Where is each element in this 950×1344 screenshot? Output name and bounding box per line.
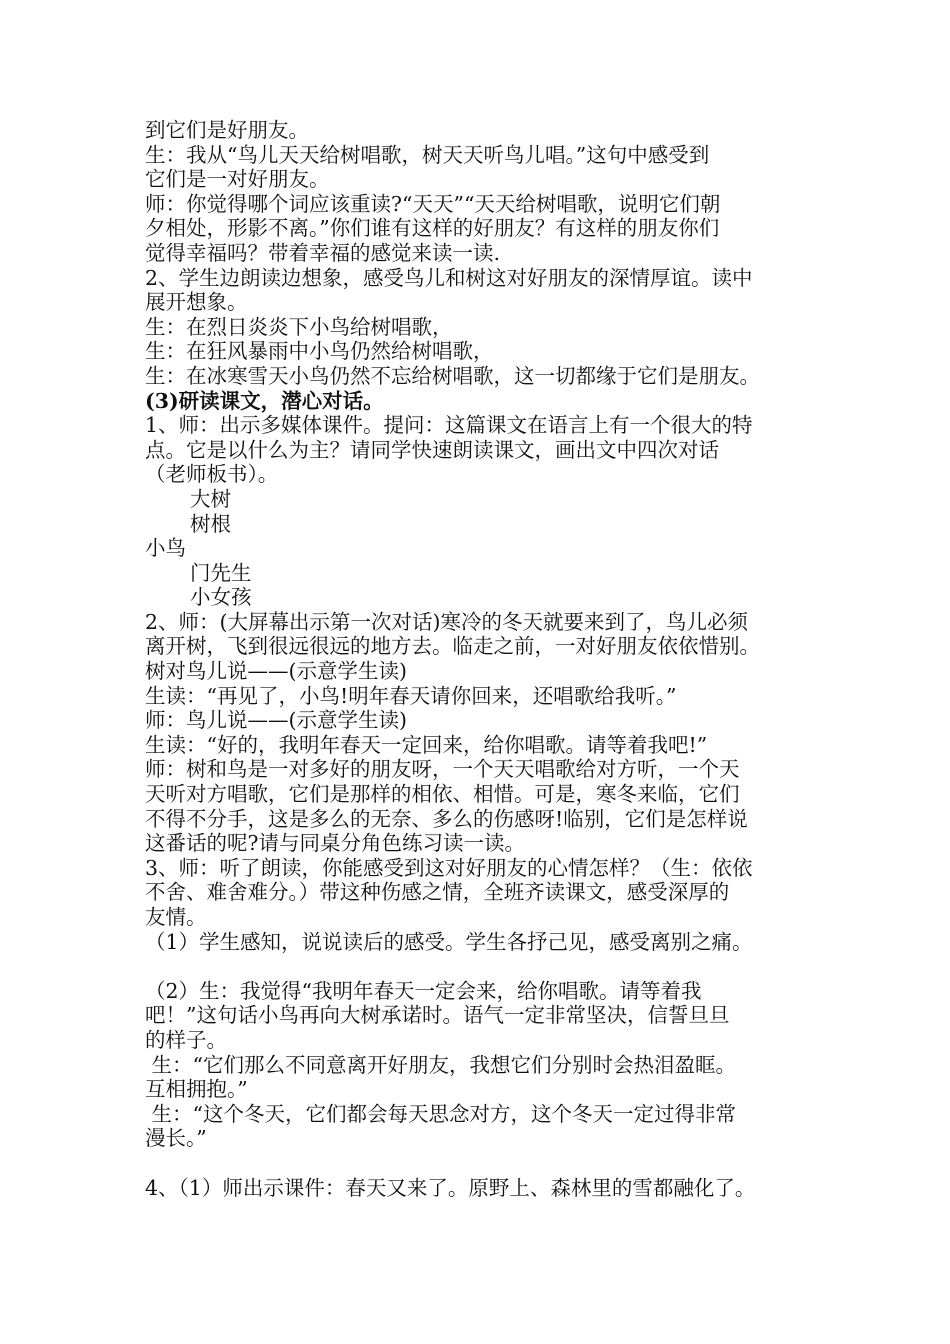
text-line: 展开想象。 xyxy=(145,290,248,315)
blank-line xyxy=(145,954,835,979)
board-item: 小女孩 xyxy=(190,585,252,610)
text-line: 2、学生边朗读边想象，感受鸟儿和树这对好朋友的深情厚谊。读中 xyxy=(145,265,753,290)
text-line: 漫长。” xyxy=(145,1126,207,1151)
text-line: 树对鸟儿说——(示意学生读) xyxy=(145,659,407,684)
text-line: 师：鸟儿说——(示意学生读) xyxy=(145,708,407,733)
text-line: 生：我从“鸟儿天天给树唱歌，树天天听鸟儿唱。”这句中感受到 xyxy=(145,142,710,167)
text-line: 1、师：出示多媒体课件。提问：这篇课文在语言上有一个很大的特 xyxy=(145,413,753,438)
board-item: 门先生 xyxy=(190,560,252,585)
text-line: 这番话的呢?请与同桌分角色练习读一读。 xyxy=(145,831,525,856)
text-line: 觉得幸福吗？带着幸福的感觉来读一读. xyxy=(145,240,501,265)
text-line: 生：在烈日炎炎下小鸟给树唱歌， xyxy=(145,314,453,339)
text-line: 不得不分手，这是多么的无奈、多么的伤感呀!临别，它们是怎样说 xyxy=(145,806,748,831)
text-line: 生读：“再见了，小鸟!明年春天请你回来，还唱歌给我听。” xyxy=(145,683,677,708)
text-line: （2）生：我觉得“我明年春天一定会来，给你唱歌。请等着我 xyxy=(145,978,702,1003)
board-item: 大树 xyxy=(190,486,231,511)
text-line: 天听对方唱歌，它们是那样的相依、相惜。可是，寒冬来临，它们 xyxy=(145,782,740,807)
text-line: 生：在狂风暴雨中小鸟仍然给树唱歌， xyxy=(145,339,494,364)
board-item: 树根 xyxy=(190,511,231,536)
text-line: 生：“这个冬天，它们都会每天思念对方，这个冬天一定过得非常 xyxy=(145,1101,736,1126)
text-line: 夕相处，形影不离。”你们谁有这样的好朋友？有这样的朋友你们 xyxy=(145,216,720,241)
board-item: 小鸟 xyxy=(145,536,186,561)
text-line: 4、（1）师出示课件：春天又来了。原野上、森林里的雪都融化了。 xyxy=(145,1175,756,1200)
text-line: 到它们是好朋友。 xyxy=(145,118,309,142)
section-heading: (3)研读课文，潜心对话。 xyxy=(145,388,384,413)
text-line: 它们是一对好朋友。 xyxy=(145,167,330,192)
text-line: 友情。 xyxy=(145,905,207,929)
text-line: 3、师：听了朗读，你能感受到这对好朋友的心情怎样？（生：依依 xyxy=(145,855,753,880)
text-line: 生：“它们那么不同意离开好朋友，我想它们分别时会热泪盈眶。 xyxy=(145,1052,736,1077)
text-line: 吧！”这句话小鸟再向大树承诺时。语气一定非常坚决，信誓旦旦 xyxy=(145,1003,730,1028)
text-line: （1）学生感知，说说读后的感受。学生各抒己见，感受离别之痛。 xyxy=(145,929,753,954)
text-line: 的样子。 xyxy=(145,1027,227,1052)
text-line: 师：树和鸟是一对多好的朋友呀，一个天天唱歌给对方听，一个天 xyxy=(145,757,740,782)
document-body xyxy=(145,118,835,1200)
text-line: 师：你觉得哪个词应该重读?“天天”“天天给树唱歌，说明它们朝 xyxy=(145,191,721,216)
blank-line xyxy=(145,1151,835,1176)
text-line: 生：在冰寒雪天小鸟仍然不忘给树唱歌，这一切都缘于它们是朋友。 xyxy=(145,363,760,388)
text-line: 2、师：(大屏幕出示第一次对话)寒冷的冬天就要来到了，鸟儿必须 xyxy=(145,609,749,634)
text-line: 不舍、难舍难分。）带这种伤感之情，全班齐读课文，感受深厚的 xyxy=(145,880,730,905)
text-line: 点。它是以什么为主？请同学快速朗读课文，画出文中四次对话 xyxy=(145,437,719,462)
text-line: 离开树，飞到很远很远的地方去。临走之前，一对好朋友依依惜别。 xyxy=(145,634,760,659)
text-line: （老师板书）。 xyxy=(145,462,279,487)
text-line: 互相拥抱。” xyxy=(145,1077,248,1102)
text-line: 生读：“好的，我明年春天一定回来，给你唱歌。请等着我吧!” xyxy=(145,732,708,757)
